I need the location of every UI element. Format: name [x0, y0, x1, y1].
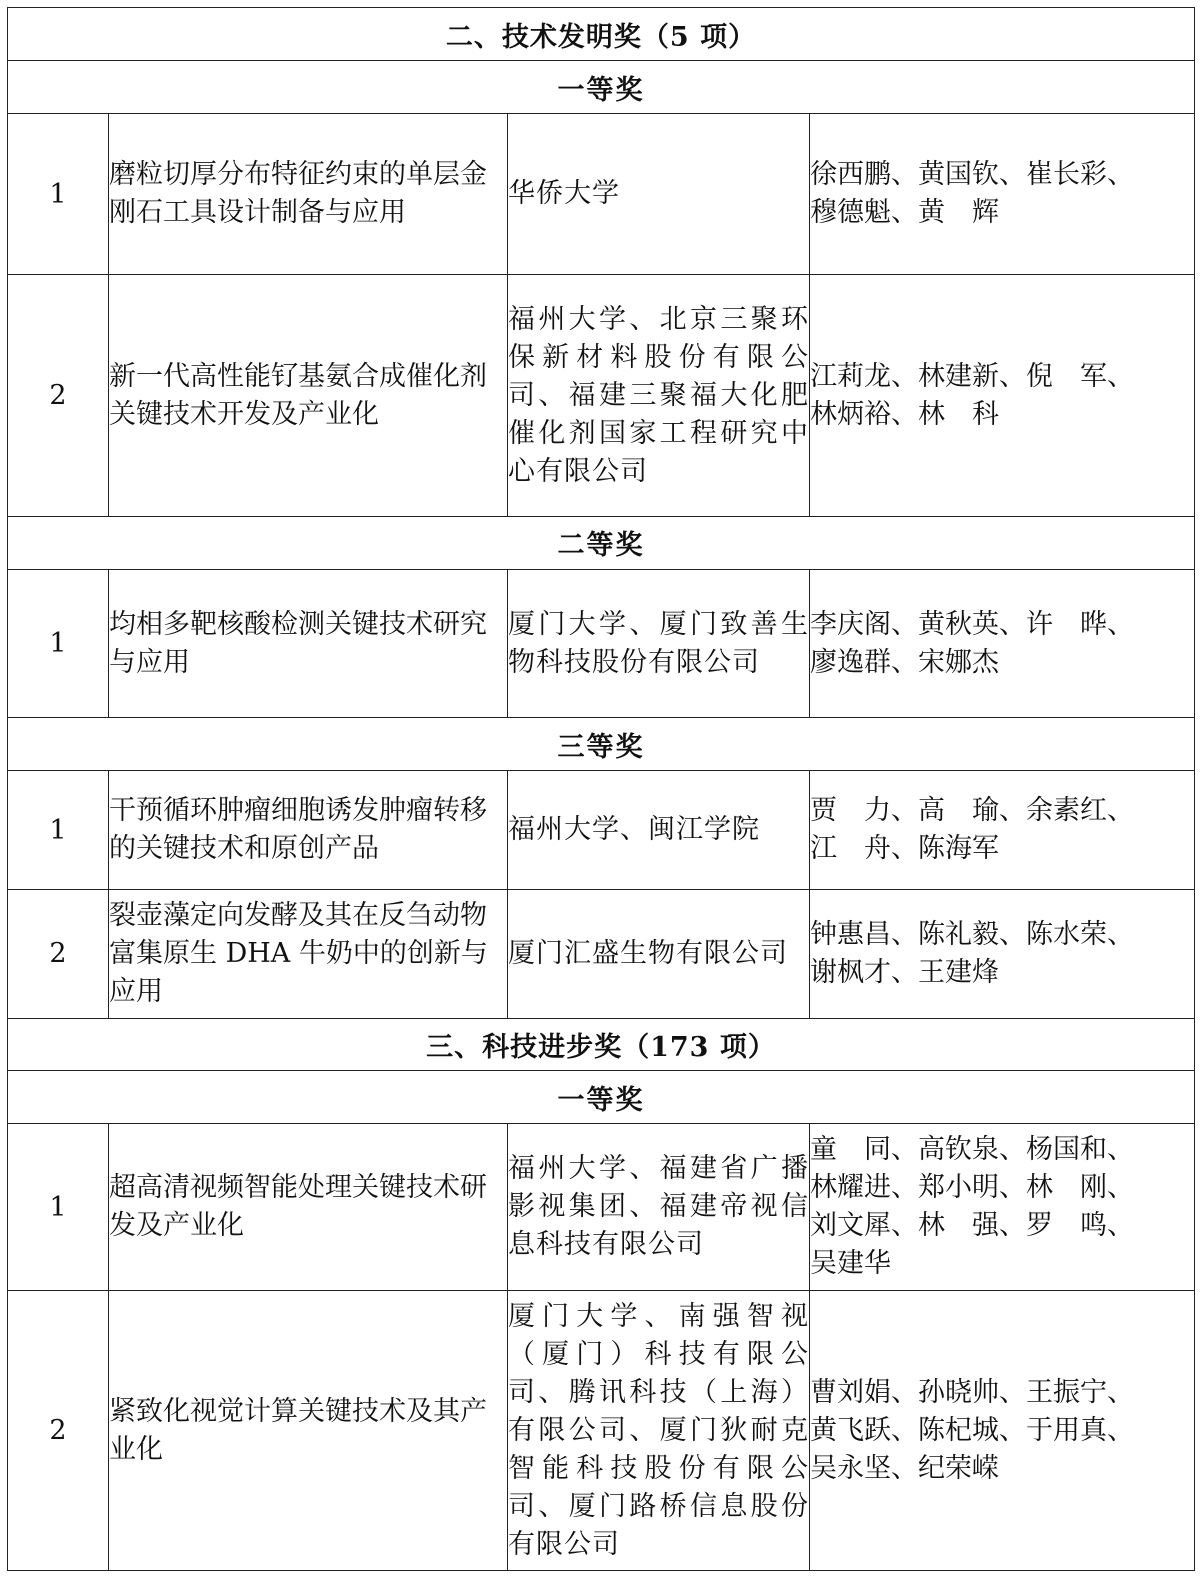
completer-names-line: 贾 力、高 瑜、余素红、 [810, 795, 1134, 827]
project-name: 超高清视频智能处理关键技术研发及产业化 [109, 1124, 508, 1291]
project-name: 均相多靶核酸检测关键技术研究与应用 [109, 570, 508, 718]
awards-table [7, 7, 1195, 1571]
completer-names-line: 曹刘娟、孙晓帅、王振宁、 [810, 1376, 1134, 1408]
section-header-row [8, 8, 1195, 61]
row-number: 1 [8, 771, 109, 889]
tier-label: 二等奖 [8, 516, 1195, 569]
row-number: 2 [8, 275, 109, 516]
completing-units: 福州大学、北京三聚环保新材料股份有限公司、福建三聚福大化肥催化剂国家工程研究中心有限公司 [508, 275, 810, 516]
completers [810, 1124, 1195, 1291]
completers [810, 275, 1195, 516]
completing-units: 厦门大学、厦门致善生物科技股份有限公司 [508, 570, 810, 718]
row-number: 1 [8, 1124, 109, 1291]
completing-units: 华侨大学 [508, 114, 810, 275]
tier-label: 三等奖 [8, 718, 1195, 771]
completing-units: 福州大学、福建省广播影视集团、福建帝视信息科技有限公司 [508, 1124, 810, 1291]
row-number: 1 [8, 570, 109, 718]
tier-header-row [8, 718, 1195, 771]
completing-units: 厦门大学、南强智视（厦门）科技有限公司、腾讯科技（上海）有限公司、厦门狄耐克智能科技股份有限公司、厦门路桥信息股份有限公司 [508, 1291, 810, 1571]
tier-header-row [8, 516, 1195, 569]
tier-header-row [8, 61, 1195, 114]
table-row [8, 889, 1195, 1018]
completers [810, 1291, 1195, 1571]
project-name: 干预循环肿瘤细胞诱发肿瘤转移的关键技术和原创产品 [109, 771, 508, 889]
completer-names-line: 吴建华 [810, 1248, 891, 1280]
awards-table-body [8, 8, 1195, 1571]
project-name: 磨粒切厚分布特征约束的单层金刚石工具设计制备与应用 [109, 114, 508, 275]
completing-units: 厦门汇盛生物有限公司 [508, 889, 810, 1018]
tier-label: 一等奖 [8, 1070, 1195, 1123]
table-row [8, 1291, 1195, 1571]
tier-label: 一等奖 [8, 61, 1195, 114]
completers [810, 771, 1195, 889]
row-number: 2 [8, 1291, 109, 1571]
section-title: 二、技术发明奖（5 项） [8, 8, 1195, 61]
row-number: 2 [8, 889, 109, 1018]
row-number: 1 [8, 114, 109, 275]
completers [810, 114, 1195, 275]
completer-names-line: 林炳裕、林 科 [810, 398, 999, 430]
section-title: 三、科技进步奖（173 项） [8, 1018, 1195, 1070]
table-row [8, 771, 1195, 889]
table-row [8, 1124, 1195, 1291]
completers [810, 889, 1195, 1018]
table-row [8, 275, 1195, 516]
project-name: 新一代高性能钌基氨合成催化剂关键技术开发及产业化 [109, 275, 508, 516]
completers [810, 570, 1195, 718]
completer-names-line: 穆德魁、黄 辉 [810, 197, 999, 229]
completer-names-line: 童 同、高钦泉、杨国和、 [810, 1134, 1134, 1166]
section-header-row [8, 1018, 1195, 1070]
completer-names-line: 钟惠昌、陈礼毅、陈水荣、 [810, 918, 1134, 950]
completer-names-line: 谢枫才、王建烽 [810, 956, 999, 988]
completer-names-line: 黄飞跃、陈杞城、于用真、 [810, 1414, 1134, 1446]
completer-names-line: 吴永坚、纪荣嵘 [810, 1452, 999, 1484]
completer-names-line: 徐西鹏、黄国钦、崔长彩、 [810, 159, 1134, 191]
tier-header-row [8, 1070, 1195, 1123]
table-row [8, 114, 1195, 275]
completer-names-line: 林耀进、郑小明、林 刚、 [810, 1172, 1134, 1204]
completer-names-line: 江 舟、陈海军 [810, 833, 999, 865]
completer-names-line: 廖逸群、宋娜杰 [810, 646, 999, 678]
table-row [8, 570, 1195, 718]
completer-names-line: 刘文犀、林 强、罗 鸣、 [810, 1210, 1134, 1242]
completer-names-line: 李庆阁、黄秋英、许 晔、 [810, 608, 1134, 640]
project-name: 紧致化视觉计算关键技术及其产业化 [109, 1291, 508, 1571]
completer-names-line: 江莉龙、林建新、倪 军、 [810, 360, 1134, 392]
project-name: 裂壶藻定向发酵及其在反刍动物富集原生 DHA 牛奶中的创新与应用 [109, 889, 508, 1018]
completing-units: 福州大学、闽江学院 [508, 771, 810, 889]
